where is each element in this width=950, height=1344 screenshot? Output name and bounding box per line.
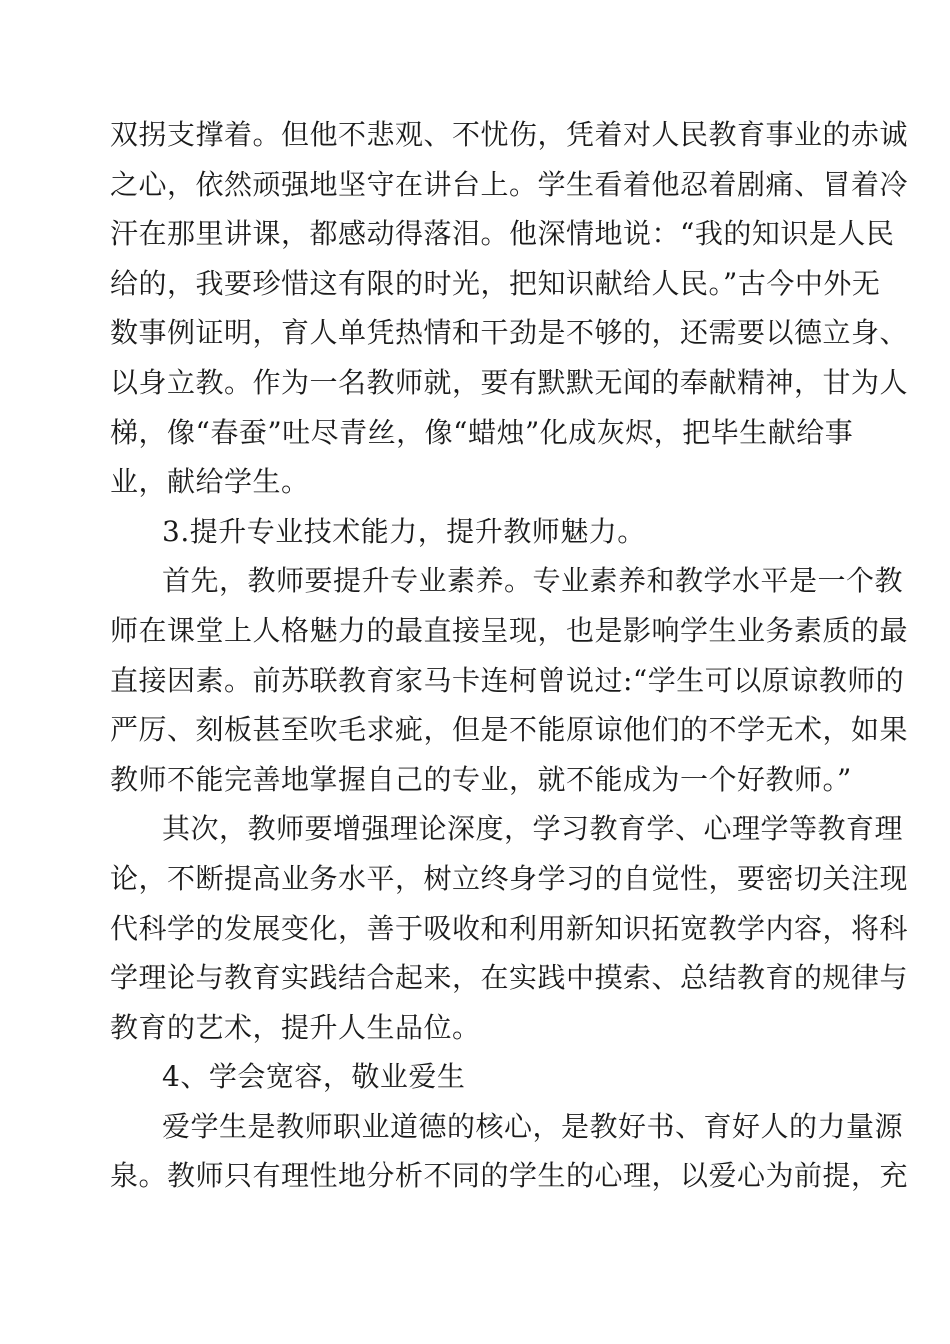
text-line: 学理论与教育实践结合起来，在实践中摸索、总结教育的规律与 bbox=[110, 961, 909, 995]
text-line: 教育的艺术，提升人生品位。 bbox=[110, 1010, 481, 1044]
text-line: 给的，我要珍惜这有限的时光，把知识献给人民。”古今中外无 bbox=[110, 266, 881, 300]
text-line: 严厉、刻板甚至吹毛求疵，但是不能原谅他们的不学无术，如果 bbox=[110, 713, 909, 747]
text-line: 数事例证明，育人单凭热情和干劲是不够的，还需要以德立身、 bbox=[110, 316, 909, 350]
text-line: 以身立教。作为一名教师就，要有默默无闻的奉献精神，甘为人 bbox=[110, 365, 909, 399]
section-heading-4: 4、学会宽容，敬业爱生 bbox=[162, 1060, 466, 1094]
text-line: 泉。教师只有理性地分析不同的学生的心理，以爱心为前提，充 bbox=[110, 1159, 909, 1193]
text-line: 梯，像“春蚕”吐尽青丝，像“蜡烛”化成灰烬，把毕生献给事 bbox=[110, 415, 854, 449]
section-heading-3: 3.提升专业技术能力，提升教师魅力。 bbox=[162, 514, 646, 548]
document-body bbox=[110, 110, 909, 1201]
text-line: 教师不能完善地掌握自己的专业，就不能成为一个好教师。” bbox=[110, 762, 852, 796]
paragraph-start: 首先，教师要提升专业素养。专业素养和教学水平是一个教 bbox=[162, 564, 904, 598]
text-line: 双拐支撑着。但他不悲观、不忧伤，凭着对人民教育事业的赤诚 bbox=[110, 118, 909, 151]
text-line: 业，献给学生。 bbox=[110, 465, 310, 499]
text-line: 代科学的发展变化，善于吸收和利用新知识拓宽教学内容，将科 bbox=[110, 911, 909, 945]
text-line: 汗在那里讲课，都感动得落泪。他深情地说：“我的知识是人民 bbox=[110, 217, 895, 251]
text-line: 直接因素。前苏联教育家马卡连柯曾说过:“学生可以原谅教师的 bbox=[110, 663, 905, 697]
text-line: 之心，依然顽强地坚守在讲台上。学生看着他忍着剧痛、冒着冷 bbox=[110, 167, 909, 201]
text-line: 论，不断提高业务水平，树立终身学习的自觉性，要密切关注现 bbox=[110, 861, 909, 895]
paragraph-start: 其次，教师要增强理论深度，学习教育学、心理学等教育理 bbox=[162, 812, 904, 846]
paragraph-start: 爱学生是教师职业道德的核心，是教好书、育好人的力量源 bbox=[162, 1109, 904, 1143]
text-line: 师在课堂上人格魅力的最直接呈现，也是影响学生业务素质的最 bbox=[110, 613, 909, 647]
